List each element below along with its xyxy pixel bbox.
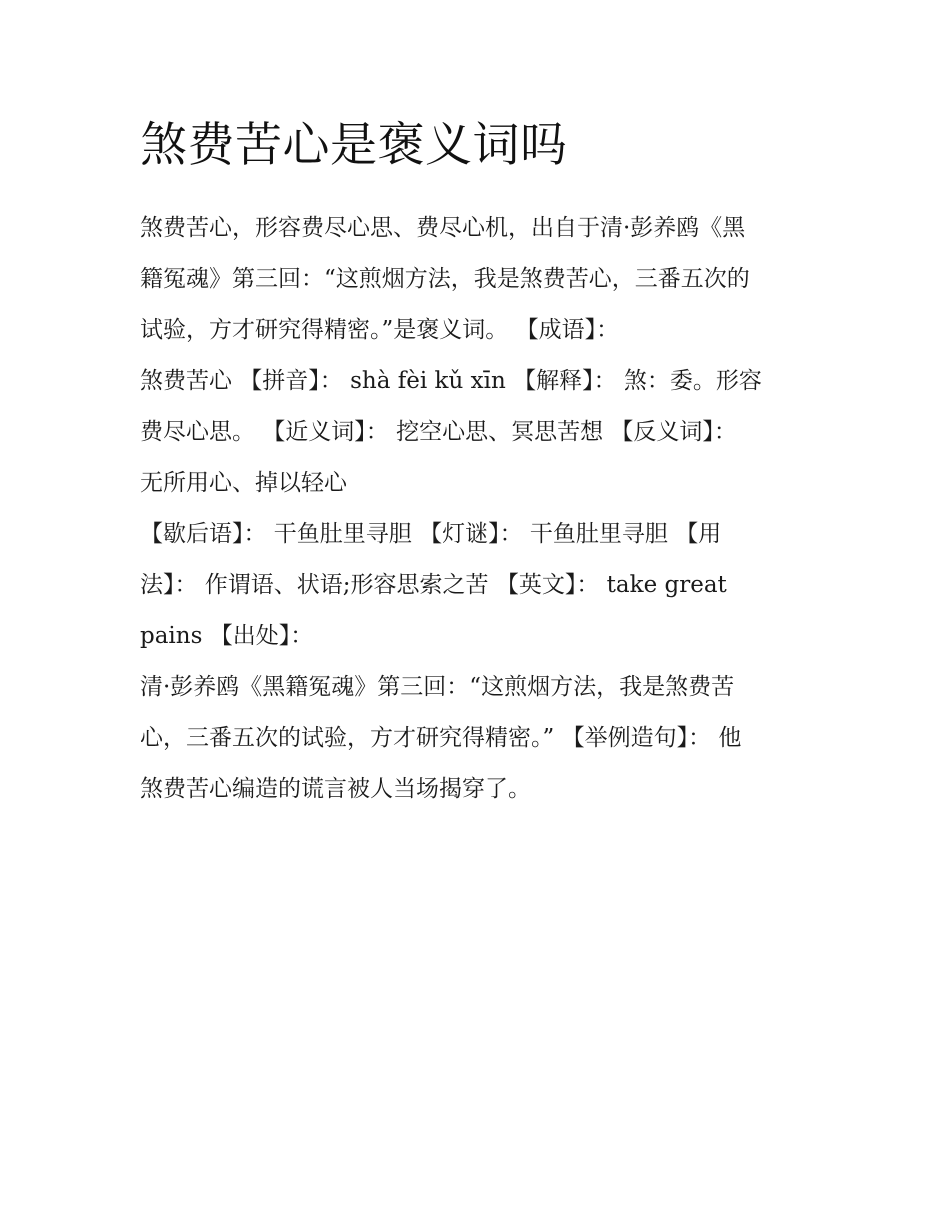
text-line: 籍冤魂》第三回：“这煎烟方法，我是煞费苦心，三番五次的 [140, 266, 750, 292]
document-page [140, 112, 830, 815]
text-line: 无所用心、掉以轻心 [140, 470, 347, 496]
document-title: 煞费苦心是褒义词吗 [140, 118, 568, 173]
text-line: 心，三番五次的试验，方才研究得精密。” 【举例造句】： 他 [140, 725, 742, 751]
text-line: 法】： 作谓语、状语;形容思索之苦 【英文】： take great [140, 572, 727, 598]
paragraph-definition [140, 203, 830, 356]
text-line: 煞费苦心编造的谎言被人当场揭穿了。 [140, 776, 531, 802]
text-line: 试验，方才研究得精密。”是褒义词。 【成语】： [140, 317, 620, 343]
text-line: pains 【出处】： [140, 623, 314, 649]
document-body [140, 203, 830, 815]
text-line: 煞费苦心，形容费尽心思、费尽心机，出自于清·彭养鸥《黑 [140, 215, 746, 241]
paragraph-pinyin-explanation [140, 356, 830, 509]
paragraph-source-example [140, 662, 830, 815]
paragraph-usage [140, 509, 830, 662]
text-line: 清·彭养鸥《黑籍冤魂》第三回：“这煎烟方法，我是煞费苦 [140, 674, 735, 700]
text-line: 费尽心思。 【近义词】： 挖空心思、冥思苦想 【反义词】： [140, 419, 737, 445]
text-line: 【歇后语】： 干鱼肚里寻胆 【灯谜】： 干鱼肚里寻胆 【用 [140, 521, 722, 547]
text-line: 煞费苦心 【拼音】： shà fèi kǔ xīn 【解释】： 煞：委。形容 [140, 368, 762, 394]
